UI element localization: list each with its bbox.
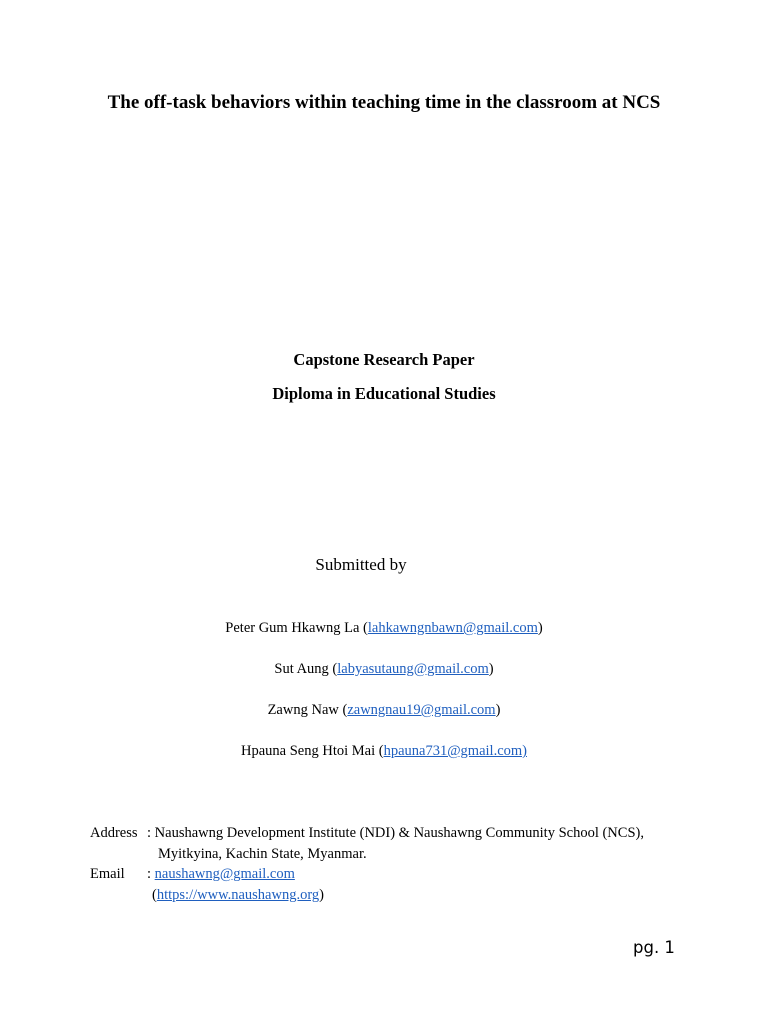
author-email-link[interactable]: lahkawngnbawn@gmail.com <box>367 620 538 636</box>
author-name: Zawng Naw <box>267 702 339 718</box>
author-name: Sut Aung <box>274 661 329 677</box>
contact-email-link[interactable]: naushawng@gmail.com <box>154 866 295 882</box>
address-line: Address : Naushawng Development Institute (NDI) & Naushawng Community School (NCS), <box>90 825 644 841</box>
author-email-link[interactable]: labyasutaung@gmail.com <box>337 661 489 677</box>
address-label: Address <box>90 825 138 841</box>
email-label: Email <box>90 866 125 882</box>
submitted-by-label: Submitted by <box>315 555 407 574</box>
author-name: Peter Gum Hkawng La <box>225 620 360 636</box>
author-line: Zawng Naw (zawngnau19@gmail.com) <box>267 702 501 718</box>
author-email-link[interactable]: hpauna731@gmail.com) <box>383 743 527 759</box>
author-name: Hpauna Seng Htoi Mai <box>241 743 376 759</box>
email-line: Email : naushawng@gmail.com <box>90 866 295 882</box>
address-text: Naushawng Development Institute (NDI) & Naushawng Community School (NCS), <box>154 825 644 841</box>
website-link[interactable]: https://www.naushawng.org <box>156 887 320 903</box>
paper-type: Capstone Research Paper <box>293 350 475 369</box>
author-email-link[interactable]: zawngnau19@gmail.com <box>347 702 496 718</box>
document-title: The off-task behaviors within teaching time in the classroom at NCS <box>107 92 661 113</box>
author-line: Hpauna Seng Htoi Mai (hpauna731@gmail.com) <box>241 743 527 759</box>
diploma-name: Diploma in Educational Studies <box>272 384 496 403</box>
author-line: Peter Gum Hkawng La (lahkawngnbawn@gmail.com) <box>225 620 543 636</box>
page-number: pg. 1 <box>633 938 675 957</box>
website-line: (https://www.naushawng.org) <box>152 887 324 903</box>
address-line-2: Myitkyina, Kachin State, Myanmar. <box>158 846 367 862</box>
author-line: Sut Aung (labyasutaung@gmail.com) <box>274 661 494 677</box>
